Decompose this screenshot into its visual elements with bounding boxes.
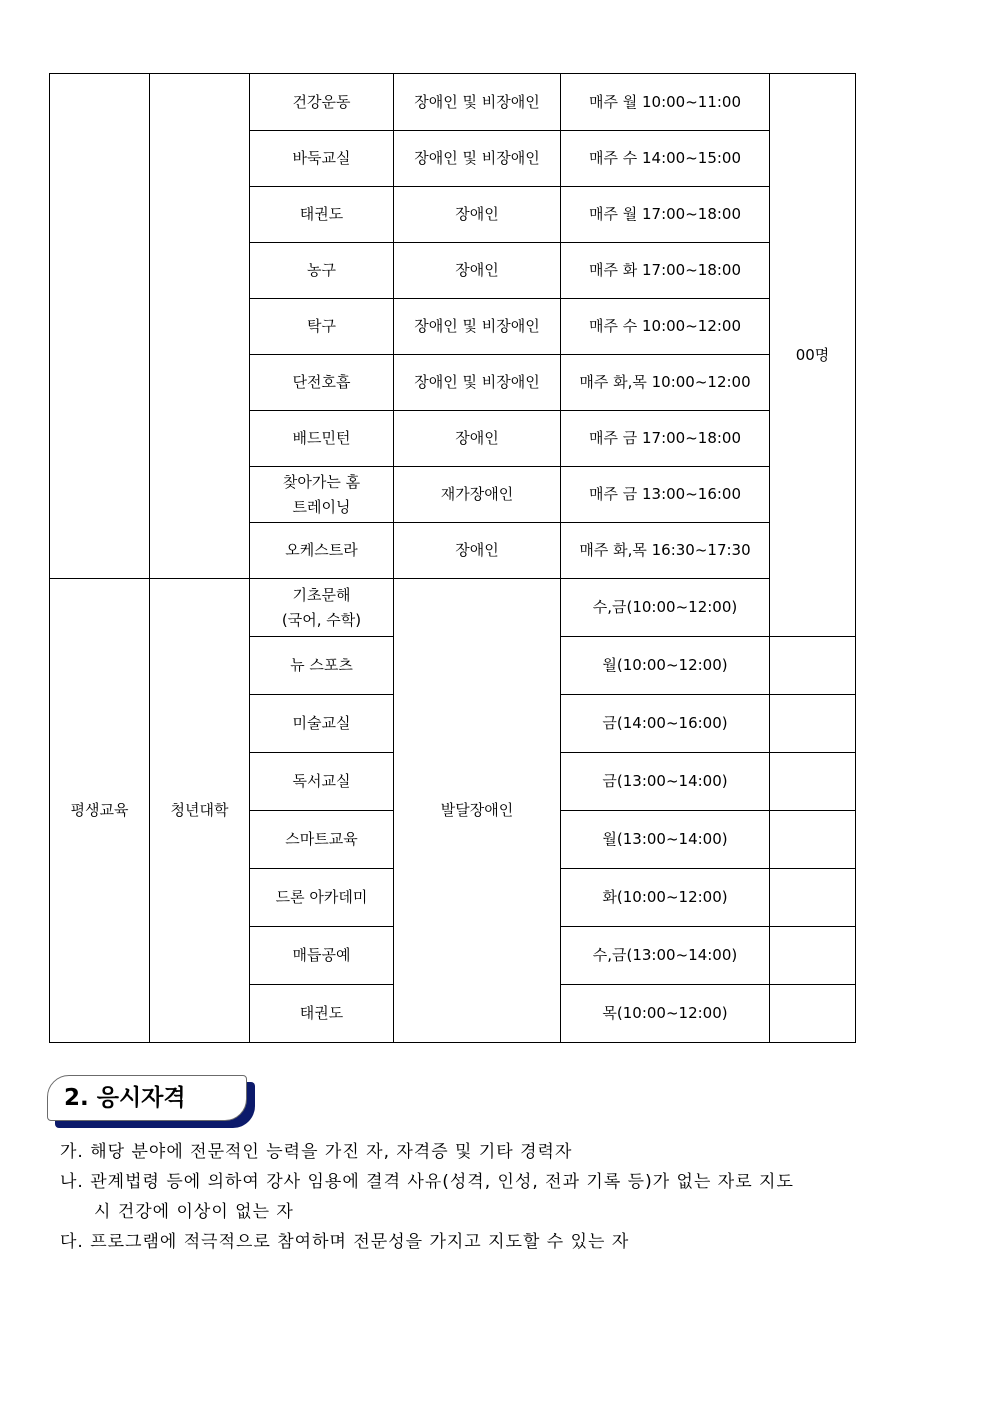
section-title: 2. 응시자격 <box>47 1075 247 1121</box>
schedule-cell: 수,금(13:00~14:00) <box>561 927 770 985</box>
program-schedule-table <box>49 73 856 1043</box>
schedule-cell: 금(14:00~16:00) <box>561 695 770 753</box>
program-cell: 스마트교육 <box>250 811 394 869</box>
program-cell: 단전호흡 <box>250 355 394 411</box>
program-cell <box>250 579 394 637</box>
program-cell: 건강운동 <box>250 74 394 131</box>
schedule-cell: 화(10:00~12:00) <box>561 869 770 927</box>
program-cell: 농구 <box>250 243 394 299</box>
qualification-item: 다. 프로그램에 적극적으로 참여하며 전문성을 가지고 지도할 수 있는 자 <box>60 1232 630 1252</box>
target-cell: 발달장애인 <box>394 579 561 1043</box>
target-cell: 장애인 <box>394 523 561 579</box>
target-cell: 장애인 및 비장애인 <box>394 131 561 187</box>
program-cell: 뉴 스포츠 <box>250 637 394 695</box>
program-cell: 독서교실 <box>250 753 394 811</box>
capacity-cell-cont <box>770 869 856 927</box>
subcategory-cell: 청년대학 <box>150 579 250 1043</box>
target-cell: 장애인 <box>394 243 561 299</box>
category-cell: 평생교육 <box>50 579 150 1043</box>
schedule-cell: 월(10:00~12:00) <box>561 637 770 695</box>
schedule-cell: 매주 월 17:00~18:00 <box>561 187 770 243</box>
capacity-cell-cont <box>770 927 856 985</box>
program-line-2: 트레이닝 <box>292 497 351 516</box>
qualification-item-continued: 시 건강에 이상이 없는 자 <box>94 1202 294 1222</box>
program-cell: 탁구 <box>250 299 394 355</box>
target-cell: 재가장애인 <box>394 467 561 523</box>
program-cell: 오케스트라 <box>250 523 394 579</box>
program-cell <box>250 467 394 523</box>
schedule-cell: 매주 화 17:00~18:00 <box>561 243 770 299</box>
program-cell: 드론 아카데미 <box>250 869 394 927</box>
schedule-cell: 매주 화,목 10:00~12:00 <box>561 355 770 411</box>
schedule-cell: 목(10:00~12:00) <box>561 985 770 1043</box>
schedule-cell: 매주 수 14:00~15:00 <box>561 131 770 187</box>
target-cell: 장애인 <box>394 187 561 243</box>
schedule-cell: 수,금(10:00~12:00) <box>561 579 770 637</box>
qualification-item: 가. 해당 분야에 전문적인 능력을 가진 자, 자격증 및 기타 경력자 <box>60 1142 573 1162</box>
program-cell: 배드민턴 <box>250 411 394 467</box>
program-cell: 바둑교실 <box>250 131 394 187</box>
target-cell: 장애인 및 비장애인 <box>394 355 561 411</box>
qualification-list <box>60 1137 860 1257</box>
program-line-1: 기초문해 <box>292 585 351 604</box>
schedule-cell: 매주 금 13:00~16:00 <box>561 467 770 523</box>
capacity-cell: 00명 <box>770 74 856 637</box>
schedule-cell: 매주 수 10:00~12:00 <box>561 299 770 355</box>
table-row <box>50 579 856 637</box>
target-cell: 장애인 및 비장애인 <box>394 74 561 131</box>
target-cell: 장애인 <box>394 411 561 467</box>
schedule-cell: 금(13:00~14:00) <box>561 753 770 811</box>
program-line-1: 찾아가는 홈 <box>282 472 361 491</box>
table-row <box>50 74 856 131</box>
capacity-cell-cont <box>770 811 856 869</box>
schedule-cell: 매주 금 17:00~18:00 <box>561 411 770 467</box>
capacity-cell-cont <box>770 695 856 753</box>
category-cell-empty <box>50 74 150 579</box>
capacity-cell-cont <box>770 637 856 695</box>
section-heading <box>47 1075 257 1131</box>
capacity-cell-cont <box>770 985 856 1043</box>
subcategory-cell-empty <box>150 74 250 579</box>
program-cell: 태권도 <box>250 985 394 1043</box>
capacity-cell-cont <box>770 753 856 811</box>
schedule-cell: 매주 월 10:00~11:00 <box>561 74 770 131</box>
program-line-2: (국어, 수학) <box>281 610 362 629</box>
program-cell: 매듭공예 <box>250 927 394 985</box>
target-cell: 장애인 및 비장애인 <box>394 299 561 355</box>
qualification-item: 나. 관계법령 등에 의하여 강사 임용에 결격 사유(성격, 인성, 전과 기록 등)가 없는 자로 지도 <box>60 1172 794 1192</box>
schedule-cell: 매주 화,목 16:30~17:30 <box>561 523 770 579</box>
schedule-cell: 월(13:00~14:00) <box>561 811 770 869</box>
program-cell: 미술교실 <box>250 695 394 753</box>
program-cell: 태권도 <box>250 187 394 243</box>
